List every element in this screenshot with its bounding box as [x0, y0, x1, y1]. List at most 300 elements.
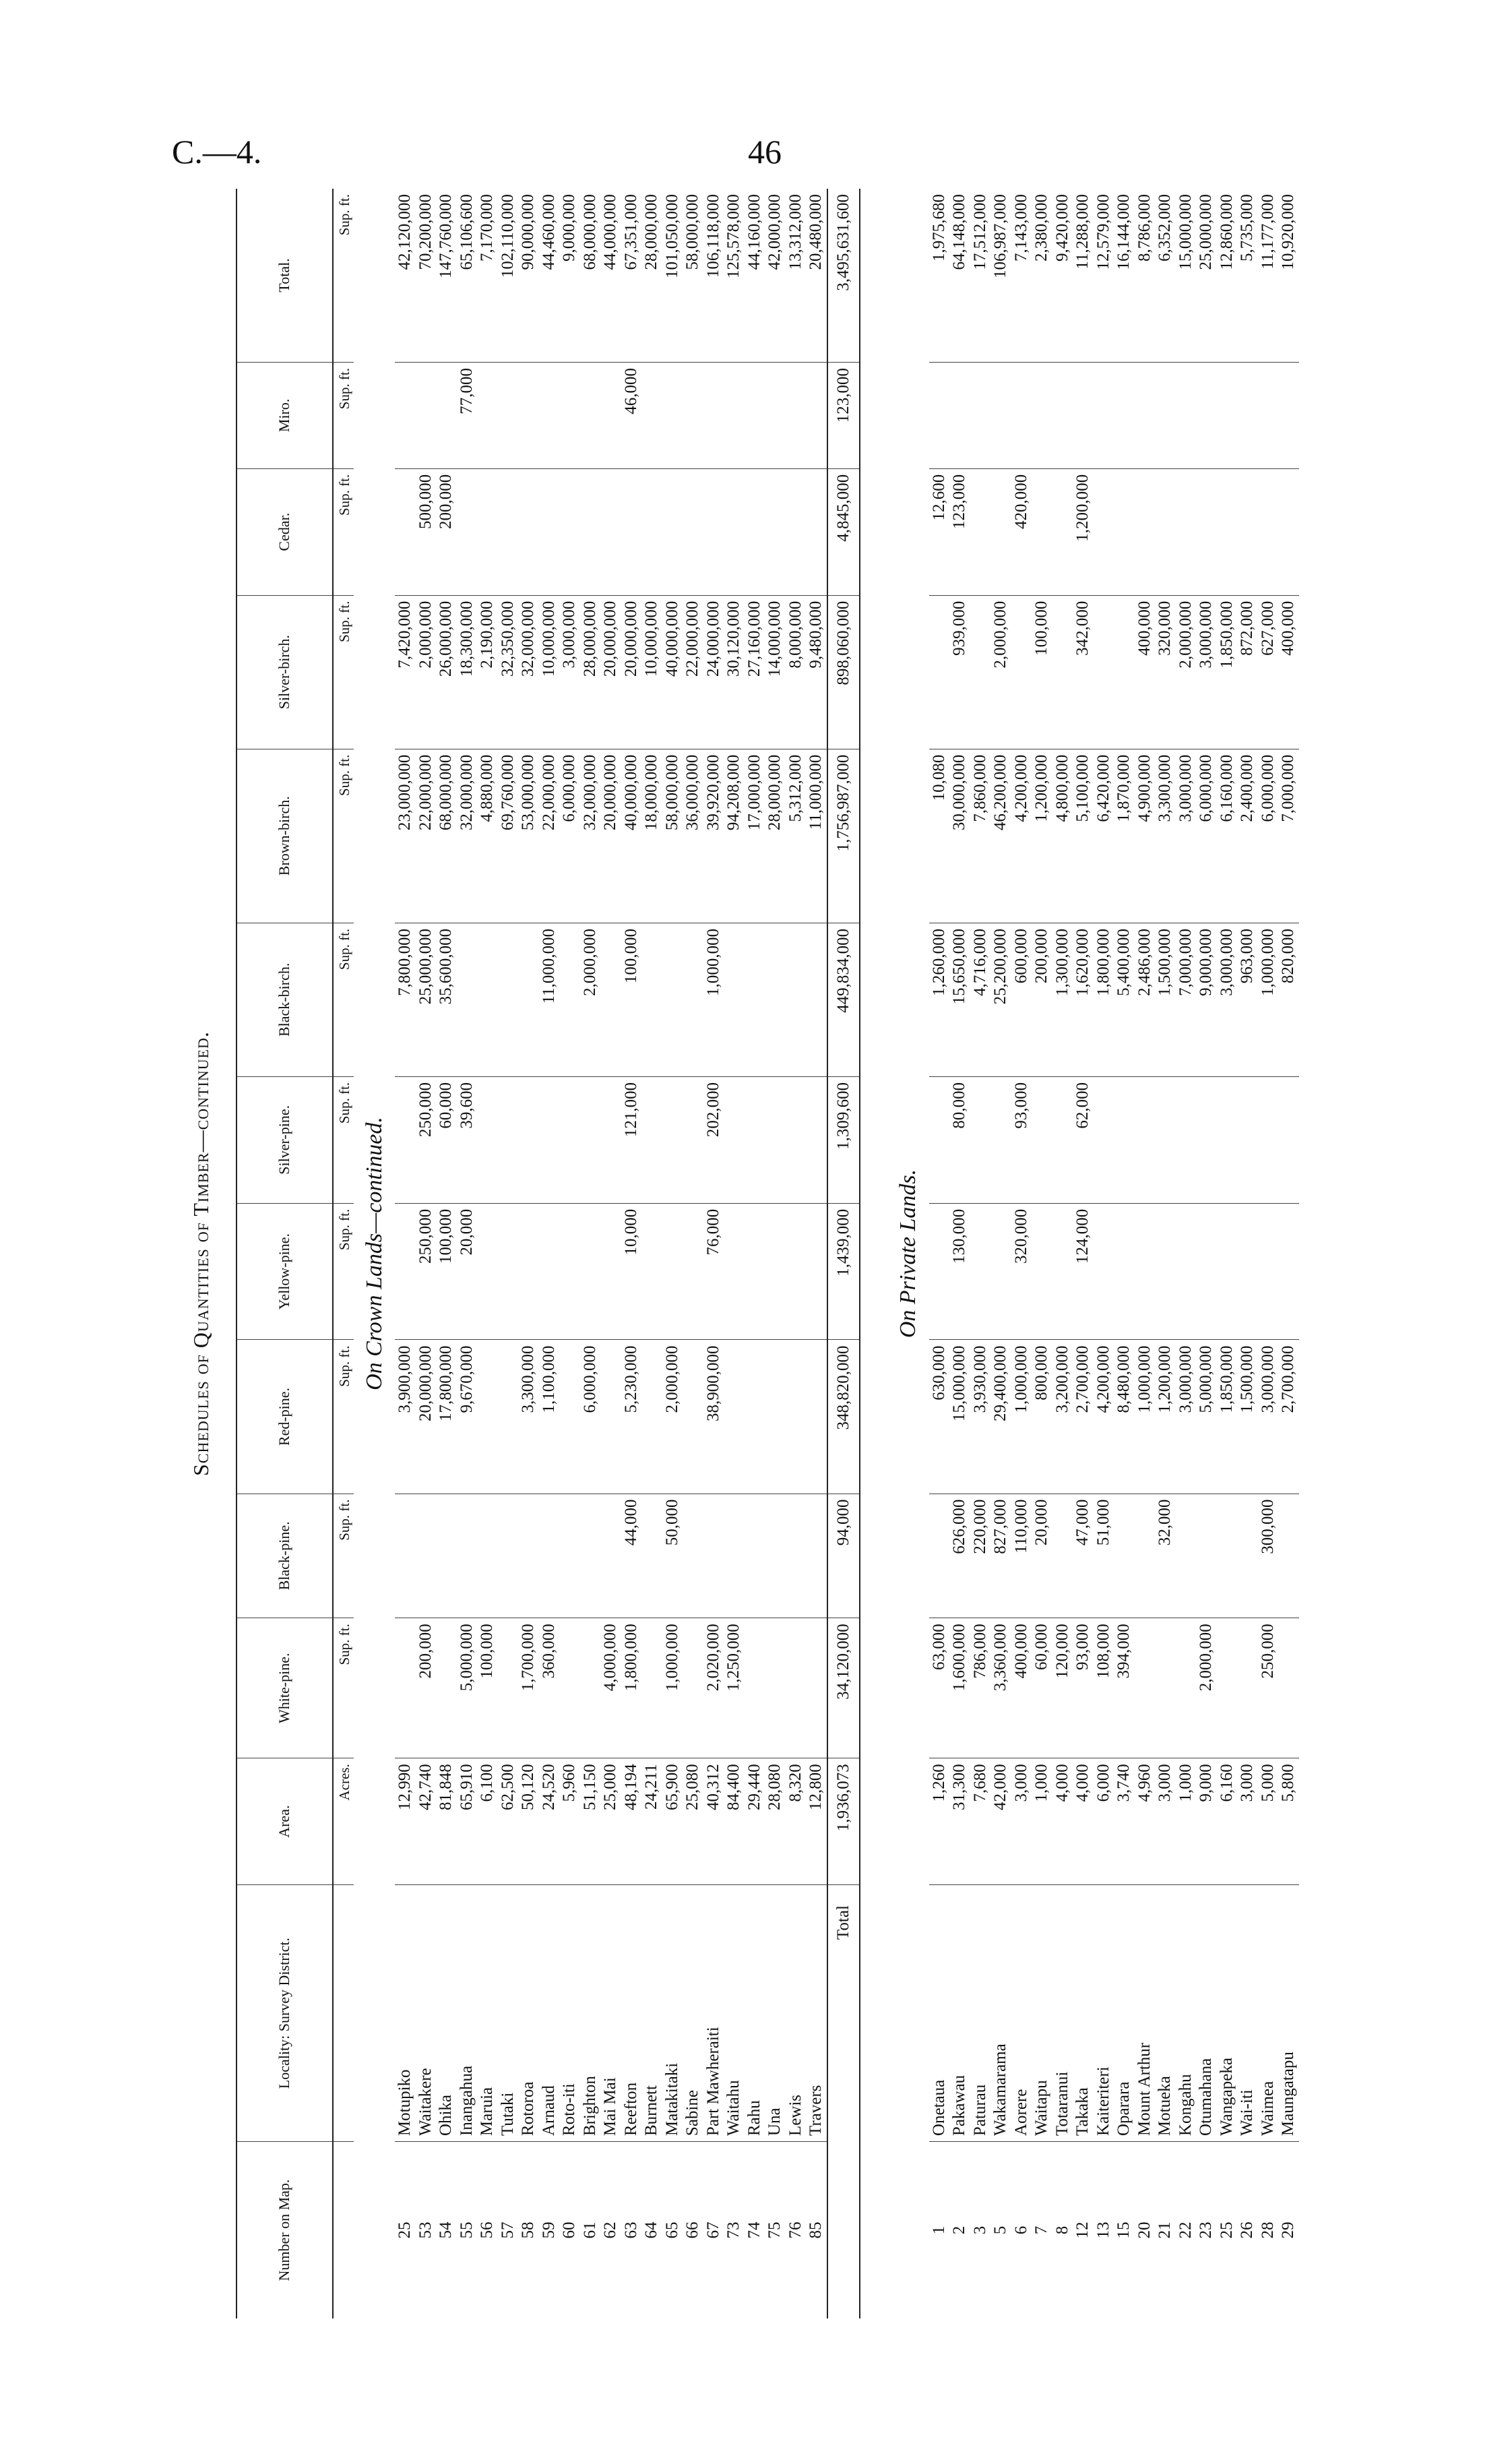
- table-cell: 23: [1197, 2221, 1216, 2239]
- table-cell: Mai Mai: [600, 1885, 621, 2142]
- table-cell: [1011, 362, 1032, 468]
- table-cell: 6,000,000: [1258, 749, 1279, 923]
- table-cell: 200,000: [436, 468, 457, 595]
- table-cell: [1196, 1494, 1217, 1618]
- table-cell: [1278, 468, 1299, 595]
- table-cell: [580, 1494, 601, 1618]
- table-cell: [539, 1203, 560, 1340]
- table-cell: [641, 1076, 662, 1203]
- table-cell: Sup. ft.: [333, 189, 354, 362]
- table-cell: Sup. ft.: [333, 1618, 354, 1758]
- table-cell: [1155, 1203, 1176, 1340]
- table-cell: [539, 1494, 560, 1618]
- table-cell: [395, 362, 416, 468]
- table-cell: 58,000,000: [662, 749, 683, 923]
- table-cell: [1052, 362, 1073, 468]
- table-cell: [1237, 1203, 1258, 1340]
- table-cell: 5,312,000: [786, 749, 807, 923]
- table-cell: [1176, 468, 1197, 595]
- table-cell: 69,760,000: [498, 749, 519, 923]
- table-cell: 53,000,000: [518, 749, 539, 923]
- table-cell: [477, 1340, 498, 1494]
- table-cell: [1114, 362, 1135, 468]
- table-cell: [641, 923, 662, 1076]
- table-cell: 67: [703, 2221, 722, 2239]
- table-cell: 25,000,000: [416, 923, 437, 1076]
- table-cell: [1217, 1618, 1238, 1758]
- table-cell: 94,208,000: [724, 749, 745, 923]
- table-cell: 6,000,000: [1196, 749, 1217, 923]
- table-cell: 147,760,000: [436, 189, 457, 362]
- table-cell: 90,000,000: [518, 189, 539, 362]
- table-cell: 360,000: [539, 1618, 560, 1758]
- table-cell: 100,000: [436, 1203, 457, 1340]
- table-cell: [1155, 1076, 1176, 1203]
- table-cell: [559, 468, 580, 595]
- table-row: [539, 189, 560, 2318]
- table-cell: [641, 1203, 662, 1340]
- table-cell: 101,050,000: [662, 189, 683, 362]
- table-cell: 32,350,000: [498, 595, 519, 749]
- table-cell: 63,000: [929, 1618, 950, 1758]
- table-cell: 60: [560, 2221, 579, 2239]
- table-cell: 3,000,000: [1258, 1340, 1279, 1494]
- table-cell: 7,170,000: [477, 189, 498, 362]
- table-row: [395, 189, 416, 2318]
- table-cell: 1,850,000: [1217, 1340, 1238, 1494]
- table-cell: 58,000,000: [683, 189, 703, 362]
- table-cell: 62,000: [1073, 1076, 1094, 1203]
- table-cell: [1032, 1203, 1052, 1340]
- table-cell: [518, 1494, 539, 1618]
- table-cell: [600, 362, 621, 468]
- table-cell: Inangahua: [457, 1885, 478, 2142]
- table-cell: 626,000: [949, 1494, 970, 1618]
- table-cell: [539, 1076, 560, 1203]
- table-cell: Roto-iti: [559, 1885, 580, 2142]
- table-cell: [1278, 1203, 1299, 1340]
- table-row: [806, 189, 827, 2318]
- table-cell: 7,680: [970, 1758, 991, 1885]
- table-cell: Rotoroa: [518, 1885, 539, 2142]
- table-cell: 66: [683, 2221, 702, 2239]
- table-cell: 65: [662, 2221, 681, 2239]
- table-cell: 2,000,000: [990, 595, 1011, 749]
- table-cell: [745, 923, 765, 1076]
- table-cell: [1176, 1076, 1197, 1203]
- table-cell: 23,000,000: [395, 749, 416, 923]
- table-cell: [1135, 1618, 1156, 1758]
- table-cell: [765, 1618, 786, 1758]
- table-cell: [416, 362, 437, 468]
- table-cell: 32,000,000: [518, 595, 539, 749]
- table-cell: [1094, 1203, 1114, 1340]
- table-cell: 31,300: [949, 1758, 970, 1885]
- table-cell: [745, 362, 765, 468]
- table-cell: Oparara: [1114, 1885, 1135, 2142]
- table-cell: 202,000: [703, 1076, 724, 1203]
- table-cell: 42,740: [416, 1758, 437, 1885]
- table-cell: 8,000,000: [786, 595, 807, 749]
- table-row: [457, 189, 478, 2318]
- table-cell: 820,000: [1278, 923, 1299, 1076]
- schedule-title: Schedules of Quantities of Timber—continued.: [189, 1031, 213, 1476]
- table-cell: 5,960: [559, 1758, 580, 1885]
- table-cell: 6,000,000: [580, 1340, 601, 1494]
- table-cell: [1135, 1076, 1156, 1203]
- table-cell: [457, 923, 478, 1076]
- table-cell: 106,118,000: [703, 189, 724, 362]
- table-cell: [806, 468, 827, 595]
- table-cell: [1052, 595, 1073, 749]
- table-row: [580, 189, 601, 2318]
- table-cell: [395, 1203, 416, 1340]
- table-cell: 22: [1176, 2221, 1195, 2239]
- table-cell: [1278, 1618, 1299, 1758]
- table-cell: [1237, 1494, 1258, 1618]
- table-cell: [518, 468, 539, 595]
- table-row: [970, 189, 991, 2318]
- table-cell: Tutaki: [498, 1885, 519, 2142]
- table-cell: 10,920,000: [1278, 189, 1299, 362]
- table-cell: [559, 1494, 580, 1618]
- table-cell: 5,000: [1258, 1758, 1279, 1885]
- table-cell: 77,000: [457, 362, 478, 468]
- table-cell: 1,200,000: [1032, 749, 1052, 923]
- table-cell: 1,500,000: [1237, 1340, 1258, 1494]
- table-cell: [1114, 1203, 1135, 1340]
- table-cell: 3,740: [1114, 1758, 1135, 1885]
- table-cell: Wangapeka: [1217, 1885, 1238, 2142]
- table-cell: [703, 468, 724, 595]
- table-cell: Sup. ft.: [333, 362, 354, 468]
- table-cell: 1,936,073: [827, 1758, 860, 1885]
- table-cell: [600, 468, 621, 595]
- table-cell: [641, 1618, 662, 1758]
- table-cell: 400,000: [1278, 595, 1299, 749]
- table-cell: 15,000,000: [1176, 189, 1197, 362]
- table-cell: [436, 1494, 457, 1618]
- table-cell: 21: [1156, 2221, 1174, 2239]
- table-cell: 3,300,000: [1155, 749, 1176, 923]
- table-cell: 38,900,000: [703, 1340, 724, 1494]
- table-cell: 17,800,000: [436, 1340, 457, 1494]
- table-cell: 93,000: [1073, 1618, 1094, 1758]
- table-cell: [1135, 1203, 1156, 1340]
- table-cell: 250,000: [416, 1076, 437, 1203]
- table-cell: [745, 1494, 765, 1618]
- column-header: Brown-birch.: [237, 749, 333, 923]
- total-label: Total: [827, 1885, 860, 2318]
- table-cell: [1032, 1076, 1052, 1203]
- table-cell: [745, 1076, 765, 1203]
- table-cell: 125,578,000: [724, 189, 745, 362]
- table-cell: [806, 923, 827, 1076]
- table-cell: [477, 1494, 498, 1618]
- table-cell: Waitakere: [416, 1885, 437, 2142]
- column-header: Area.: [237, 1758, 333, 1885]
- table-cell: 65,106,600: [457, 189, 478, 362]
- table-cell: Sup. ft.: [333, 595, 354, 749]
- table-cell: 8,786,000: [1135, 189, 1156, 362]
- table-cell: 29: [1279, 2221, 1298, 2239]
- table-cell: 42,120,000: [395, 189, 416, 362]
- table-cell: 58: [519, 2221, 538, 2239]
- table-cell: 59: [539, 2221, 558, 2239]
- table-cell: 3,000,000: [559, 595, 580, 749]
- table-cell: [641, 362, 662, 468]
- table-cell: 7,800,000: [395, 923, 416, 1076]
- table-cell: 13,312,000: [786, 189, 807, 362]
- table-cell: Rahu: [745, 1885, 765, 2142]
- table-cell: 1,800,000: [621, 1618, 642, 1758]
- table-cell: Onetaua: [929, 1885, 950, 2142]
- table-cell: 20,000,000: [416, 1340, 437, 1494]
- table-cell: 5,100,000: [1073, 749, 1094, 923]
- table-cell: 7,000,000: [1278, 749, 1299, 923]
- table-row: [1135, 189, 1156, 2318]
- table-cell: Acres.: [333, 1758, 354, 1885]
- table-cell: 400,000: [1011, 1618, 1032, 1758]
- table-cell: [518, 923, 539, 1076]
- table-cell: 1,620,000: [1073, 923, 1094, 1076]
- table-cell: [806, 1076, 827, 1203]
- table-cell: 124,000: [1073, 1203, 1094, 1340]
- table-cell: 32,000,000: [457, 749, 478, 923]
- table-cell: Sup. ft.: [333, 923, 354, 1076]
- table-cell: 449,834,000: [827, 923, 860, 1076]
- table-cell: 17,000,000: [745, 749, 765, 923]
- table-cell: 1,439,000: [827, 1203, 860, 1340]
- table-cell: 64,148,000: [949, 189, 970, 362]
- table-cell: Motueka: [1155, 1885, 1176, 2142]
- table-cell: [600, 1203, 621, 1340]
- table-cell: 123,000: [827, 362, 860, 468]
- table-cell: [662, 362, 683, 468]
- table-cell: 74: [745, 2221, 763, 2239]
- table-cell: 1,200,000: [1155, 1340, 1176, 1494]
- table-row: [683, 189, 703, 2318]
- table-cell: 11,000,000: [806, 749, 827, 923]
- table-cell: Waimea: [1258, 1885, 1279, 2142]
- table-cell: [724, 1340, 745, 1494]
- table-cell: 46,200,000: [990, 749, 1011, 923]
- table-cell: 2,700,000: [1073, 1340, 1094, 1494]
- table-cell: [477, 362, 498, 468]
- table-cell: 800,000: [1032, 1340, 1052, 1494]
- table-cell: 5,230,000: [621, 1340, 642, 1494]
- table-cell: [518, 1076, 539, 1203]
- table-row: [518, 189, 539, 2318]
- table-cell: Waitahu: [724, 1885, 745, 2142]
- table-cell: 29,440: [745, 1758, 765, 1885]
- table-cell: 5,400,000: [1114, 923, 1135, 1076]
- table-cell: 200,000: [416, 1618, 437, 1758]
- table-cell: 1,000,000: [662, 1618, 683, 1758]
- table-row: [436, 189, 457, 2318]
- table-cell: 12,579,000: [1094, 189, 1114, 362]
- table-cell: 5: [991, 2225, 1010, 2235]
- table-cell: 939,000: [949, 595, 970, 749]
- table-cell: Sup. ft.: [333, 1340, 354, 1494]
- table-row: [745, 189, 765, 2318]
- table-cell: 9,670,000: [457, 1340, 478, 1494]
- table-cell: 30,000,000: [949, 749, 970, 923]
- table-cell: [600, 1494, 621, 1618]
- table-row: [1052, 189, 1073, 2318]
- table-cell: [724, 1076, 745, 1203]
- table-row: [662, 189, 683, 2318]
- table-cell: 84,400: [724, 1758, 745, 1885]
- table-cell: 4,000: [1073, 1758, 1094, 1885]
- table-cell: 18,300,000: [457, 595, 478, 749]
- table-cell: 22,000,000: [416, 749, 437, 923]
- table-cell: 28,000,000: [765, 749, 786, 923]
- table-cell: [1196, 1076, 1217, 1203]
- table-cell: 32,000,000: [580, 749, 601, 923]
- table-cell: [929, 1076, 950, 1203]
- table-cell: 93,000: [1011, 1076, 1032, 1203]
- table-cell: [395, 468, 416, 595]
- table-cell: 76: [786, 2221, 805, 2239]
- table-cell: 4,800,000: [1052, 749, 1073, 923]
- table-cell: Sabine: [683, 1885, 703, 2142]
- table-cell: [436, 1618, 457, 1758]
- table-cell: 40,000,000: [621, 749, 642, 923]
- table-cell: 20: [1135, 2221, 1154, 2239]
- table-cell: 600,000: [1011, 923, 1032, 1076]
- table-cell: [498, 1494, 519, 1618]
- column-header: Silver-pine.: [237, 1076, 333, 1203]
- table-cell: 46,000: [621, 362, 642, 468]
- table-cell: [990, 1076, 1011, 1203]
- table-cell: [765, 1340, 786, 1494]
- table-cell: 420,000: [1011, 468, 1032, 595]
- table-cell: 12: [1073, 2221, 1092, 2239]
- table-cell: 3,900,000: [395, 1340, 416, 1494]
- table-cell: 56: [478, 2221, 497, 2239]
- table-cell: [395, 1494, 416, 1618]
- table-cell: [580, 1076, 601, 1203]
- table-cell: 5,000,000: [1196, 1340, 1217, 1494]
- table-cell: 76,000: [703, 1203, 724, 1340]
- table-cell: [1237, 468, 1258, 595]
- table-cell: 44,160,000: [745, 189, 765, 362]
- table-row: [1032, 189, 1052, 2318]
- table-cell: [600, 923, 621, 1076]
- table-cell: 1,250,000: [724, 1618, 745, 1758]
- table-cell: [395, 1618, 416, 1758]
- column-header: White-pine.: [237, 1618, 333, 1758]
- table-cell: 57: [498, 2221, 517, 2239]
- table-row: [1073, 189, 1094, 2318]
- table-cell: 22,000,000: [683, 595, 703, 749]
- table-cell: [1114, 1494, 1135, 1618]
- table-cell: [683, 923, 703, 1076]
- table-cell: 32,000: [1155, 1494, 1176, 1618]
- table-row: [786, 189, 807, 2318]
- table-cell: 27,160,000: [745, 595, 765, 749]
- table-cell: [395, 1076, 416, 1203]
- column-header: Cedar.: [237, 468, 333, 595]
- table-cell: 63: [621, 2221, 640, 2239]
- table-cell: [786, 1618, 807, 1758]
- table-cell: [806, 1203, 827, 1340]
- table-row: [1278, 189, 1299, 2318]
- table-cell: 400,000: [1135, 595, 1156, 749]
- table-cell: 94,000: [827, 1494, 860, 1618]
- table-cell: [457, 468, 478, 595]
- table-cell: [1278, 1076, 1299, 1203]
- table-cell: 8,320: [786, 1758, 807, 1885]
- table-cell: 47,000: [1073, 1494, 1094, 1618]
- table-cell: 61: [580, 2221, 599, 2239]
- table-cell: 25,000,000: [1196, 189, 1217, 362]
- table-cell: Part Mawheraiti: [703, 1885, 724, 2142]
- table-cell: [518, 362, 539, 468]
- table-cell: 28,000,000: [641, 189, 662, 362]
- table-cell: 250,000: [1258, 1618, 1279, 1758]
- table-cell: 10,000,000: [641, 595, 662, 749]
- table-cell: 15,650,000: [949, 923, 970, 1076]
- table-cell: 64: [642, 2221, 661, 2239]
- table-cell: [1094, 1076, 1114, 1203]
- table-cell: 20,000,000: [600, 749, 621, 923]
- page-number: 46: [748, 133, 782, 171]
- table-cell: [1237, 1076, 1258, 1203]
- table-cell: 5,735,000: [1237, 189, 1258, 362]
- table-cell: 54: [437, 2221, 455, 2239]
- table-cell: [929, 1203, 950, 1340]
- table-row: [949, 189, 970, 2318]
- table-cell: 2,000,000: [1176, 595, 1197, 749]
- table-cell: [1094, 468, 1114, 595]
- units-row: [333, 189, 354, 2318]
- table-cell: [970, 1076, 991, 1203]
- table-cell: Arnaud: [539, 1885, 560, 2142]
- table-cell: [929, 362, 950, 468]
- table-cell: [929, 1494, 950, 1618]
- table-cell: 963,000: [1237, 923, 1258, 1076]
- table-cell: 6,420,000: [1094, 749, 1114, 923]
- table-cell: [539, 468, 560, 595]
- table-cell: 26: [1238, 2221, 1257, 2239]
- table-cell: Brighton: [580, 1885, 601, 2142]
- table-cell: 42,000: [990, 1758, 1011, 1885]
- table-cell: [1217, 362, 1238, 468]
- table-cell: 44,000: [621, 1494, 642, 1618]
- table-cell: [1011, 595, 1032, 749]
- table-cell: 3,000,000: [1217, 923, 1238, 1076]
- table-cell: 3,000: [1011, 1758, 1032, 1885]
- table-cell: Matakitaki: [662, 1885, 683, 2142]
- table-cell: Maruia: [477, 1885, 498, 2142]
- table-cell: 200,000: [1032, 923, 1052, 1076]
- table-cell: [1094, 362, 1114, 468]
- table-cell: [1217, 1203, 1238, 1340]
- table-cell: [683, 468, 703, 595]
- table-cell: [539, 362, 560, 468]
- table-cell: [724, 1203, 745, 1340]
- table-cell: 1,800,000: [1094, 923, 1114, 1076]
- table-cell: [662, 1076, 683, 1203]
- table-cell: [786, 923, 807, 1076]
- table-cell: Sup. ft.: [333, 468, 354, 595]
- table-cell: Ohika: [436, 1885, 457, 2142]
- table-cell: 872,000: [1237, 595, 1258, 749]
- page-reference: C.—4.: [172, 133, 262, 171]
- table-cell: 12,800: [806, 1758, 827, 1885]
